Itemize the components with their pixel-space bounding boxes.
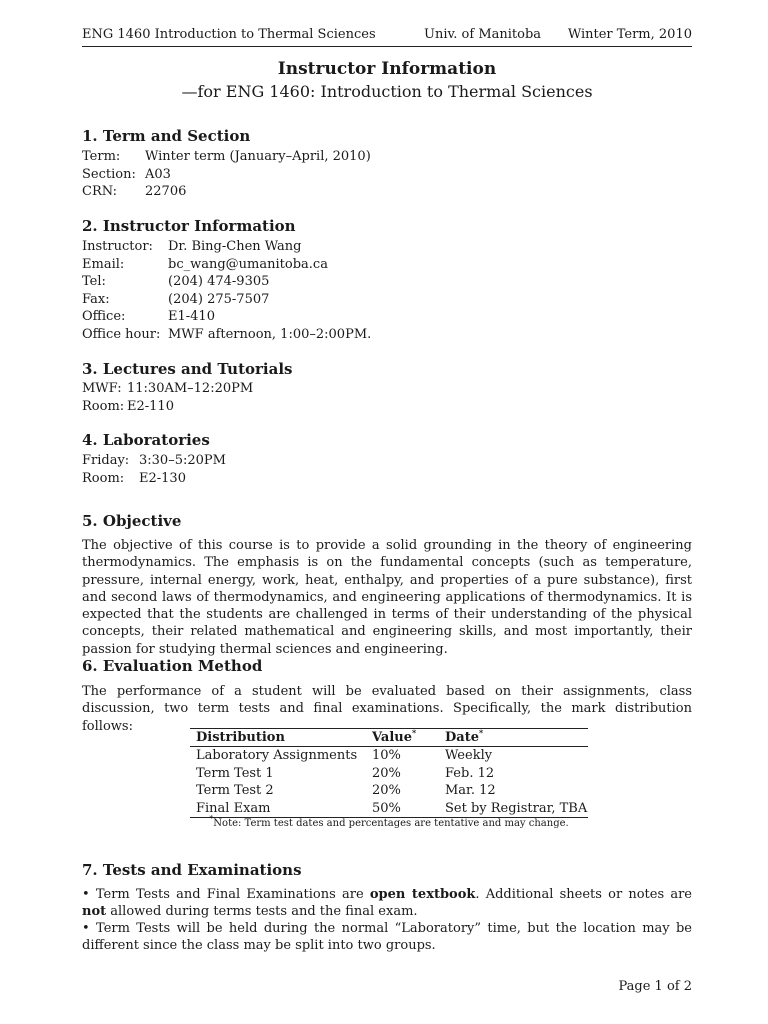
tests-bullet-2: • Term Tests will be held during the normal “Laboratory” time, but the location may be different since the class may be split into two groups. — [82, 921, 692, 954]
tests-bullet-1 — [82, 886, 692, 921]
lab-room-key: Room: — [82, 470, 125, 486]
section-value: A03 — [145, 166, 171, 182]
mark-distribution-table — [190, 728, 588, 829]
table-cell: Final Exam — [196, 800, 271, 816]
running-header — [82, 26, 692, 47]
term-value: Winter term (January–April, 2010) — [145, 149, 371, 164]
section-heading-tests: 7. Tests and Examinations — [82, 861, 302, 879]
fax-key: Fax: — [82, 291, 110, 307]
table-cell: Set by Registrar, TBA — [445, 800, 588, 816]
email-key: Email: — [82, 256, 125, 272]
header-course: ENG 1460 Introduction to Thermal Sciences — [82, 27, 376, 42]
email-value: bc_wang@umanitoba.ca — [168, 256, 328, 272]
lecture-time-value: 11:30AM–12:20PM — [127, 381, 254, 396]
table-row — [190, 765, 588, 782]
col-date-mark: * — [478, 727, 484, 738]
office-hour-key: Office hour: — [82, 326, 161, 342]
table-header-row — [190, 729, 588, 747]
instructor-value: Dr. Bing-Chen Wang — [168, 239, 302, 254]
section-heading-instructor: 2. Instructor Information — [82, 217, 296, 235]
col-distribution: Distribution — [196, 730, 285, 745]
bullet1-pre: • Term Tests and Final Examinations are — [82, 887, 370, 902]
tel-value: (204) 474-9305 — [168, 274, 270, 289]
section-key: Section: — [82, 166, 136, 182]
document-page — [82, 0, 692, 1024]
lab-time-value: 3:30–5:20PM — [139, 453, 226, 468]
bullet1-mid: . Additional sheets or notes are — [475, 887, 692, 902]
table-cell: 10% — [372, 748, 401, 764]
col-date-label: Date — [445, 730, 479, 745]
header-term: Winter Term, 2010 — [567, 27, 692, 42]
table-cell: Laboratory Assignments — [196, 748, 358, 764]
lab-room-value: E2-130 — [139, 470, 186, 486]
instructor-key: Instructor: — [82, 239, 153, 254]
lecture-room-value: E2-110 — [127, 398, 174, 414]
objective-paragraph: The objective of this course is to provide a solid grounding in the theory of engineering thermodynamics. The emphasis is on the fundamental concepts (such as temperature, pressure, internal energy, work, heat, enthalpy, and properties of a pure substance), first and second laws of thermodynamics, and engineering applications of thermodynamics. It is expected that the students are challenged in terms of their understanding of the physical concepts, their related mathematical and engineering skills, and most importantly, their passion for studying thermal sciences and engineering. — [82, 538, 692, 657]
footnote-text: Note: Term test dates and percentages are tentative and may change. — [213, 818, 569, 830]
table-cell: 50% — [372, 800, 401, 816]
evaluation-paragraph: The performance of a student will be evaluated based on their assignments, class discussion, two term tests and final examinations. Specifically, the mark distribution follows: — [82, 684, 692, 734]
col-value — [366, 729, 439, 747]
page-subtitle: —for ENG 1460: Introduction to Thermal Sciences — [181, 82, 593, 101]
table-cell: Term Test 2 — [196, 783, 274, 799]
bullet1-not: not — [82, 904, 107, 920]
col-value-mark: * — [411, 727, 417, 738]
bullet1-post: allowed during terms tests and the final exam. — [106, 904, 418, 920]
lecture-time-key: MWF: — [82, 381, 122, 396]
header-university: Univ. of Manitoba — [424, 27, 542, 42]
table-cell: Feb. 12 — [445, 765, 495, 781]
page-title: Instructor Information — [277, 59, 497, 79]
section-heading-term: 1. Term and Section — [82, 127, 251, 145]
table-row — [190, 782, 588, 799]
bullet1-open-textbook: open textbook — [369, 887, 476, 902]
office-hour-value: MWF afternoon, 1:00–2:00PM. — [168, 326, 372, 342]
lab-time-key: Friday: — [82, 453, 130, 468]
table-cell: Term Test 1 — [196, 765, 274, 781]
table-row — [190, 800, 588, 818]
office-value: E1-410 — [168, 309, 215, 324]
section-heading-evaluation: 6. Evaluation Method — [82, 657, 263, 675]
lecture-room-key: Room: — [82, 398, 125, 414]
col-value-label: Value — [372, 730, 412, 745]
table-cell: 20% — [372, 765, 401, 781]
crn-key: CRN: — [82, 184, 118, 199]
section-heading-lectures: 3. Lectures and Tutorials — [82, 360, 293, 378]
office-key: Office: — [82, 309, 126, 324]
crn-value: 22706 — [145, 184, 187, 199]
fax-value: (204) 275-7507 — [168, 291, 270, 307]
page-number: Page 1 of 2 — [618, 979, 692, 994]
table-cell: Mar. 12 — [445, 783, 496, 799]
tel-key: Tel: — [82, 274, 106, 289]
footnote-mark: * — [209, 814, 214, 824]
term-key: Term: — [82, 149, 121, 164]
table-cell: Weekly — [445, 748, 493, 764]
col-date — [439, 729, 588, 747]
section-heading-objective: 5. Objective — [82, 512, 182, 530]
table-row — [190, 747, 588, 765]
table-footnote — [190, 814, 588, 830]
table-cell: 20% — [372, 783, 401, 799]
section-heading-labs: 4. Laboratories — [82, 431, 210, 449]
